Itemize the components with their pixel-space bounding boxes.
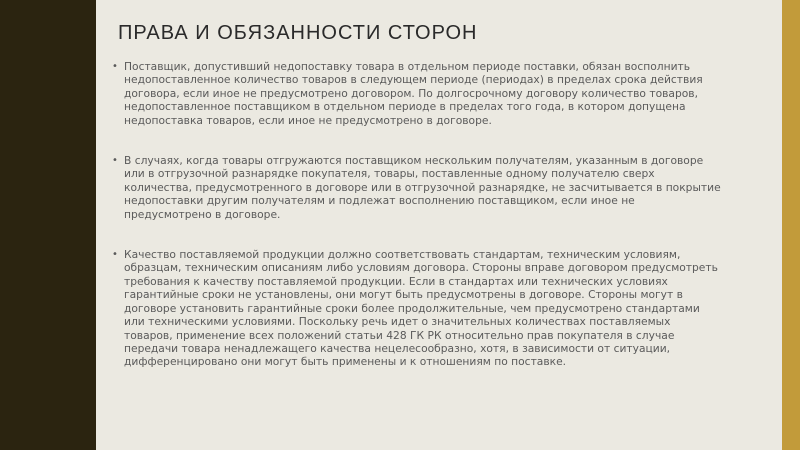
bullet-marker: • — [112, 61, 118, 72]
bullet-text: Поставщик, допустивший недопоставку товара в отдельном периоде поставки, обязан восполнить недопоставленное количество товаров в следующем периоде (периодах) в пределах срока действия договора, если иное не предусмотрено договором. По долгосрочному договору количество товаров, недопоставленное поставщиком в отдельном периоде в пределах того года, в котором допущена недопоставка товаров, если иное не предусмотрено в договоре. — [124, 60, 703, 127]
bullet-item — [106, 248, 721, 369]
bullet-text: В случаях, когда товары отгружаются поставщиком нескольким получателям, указанным в договоре или в отгрузочной разнарядке покупателя, товары, поставленные одному получателю сверх количества, предусмотренного в договоре или в отгрузочной разнарядке, не засчитывается в покрытие недопоставки другим получателям и подлежат восполнению поставщиком, если иное не предусмотрено в договоре. — [124, 154, 721, 221]
bullet-marker: • — [112, 155, 118, 167]
bullet-item — [106, 60, 721, 127]
slide — [96, 0, 782, 450]
bullet-text: Качество поставляемой продукции должно соответствовать стандартам, техническим условиям, образцам, техническим описаниям либо условиям договора. Стороны вправе договором предусмотреть требования к качеству поставляемой продукции. Если в стандартах или технических условиях гарантийные сроки не установлены, они могут быть предусмотрены в договоре. Стороны могут в договоре установить гарантийные сроки более продолжительные, чем предусмотрено стандартами или техническими условиями. Поскольку речь идет о значительных количествах поставляемых товаров, применение всех положений статьи 428 ГК РК относительно прав покупателя в случае передачи товара ненадлежащего качества нецелесообразно, хотя, в зависимости от ситуации, дифференцировано они могут быть применены и к отношениям по поставке. — [124, 248, 718, 369]
accent-bar — [782, 0, 800, 450]
slide-body — [106, 60, 721, 396]
slide-title: ПРАВА И ОБЯЗАННОСТИ СТОРОН — [118, 22, 478, 44]
bullet-marker: • — [112, 249, 118, 261]
bullet-item — [106, 154, 721, 221]
